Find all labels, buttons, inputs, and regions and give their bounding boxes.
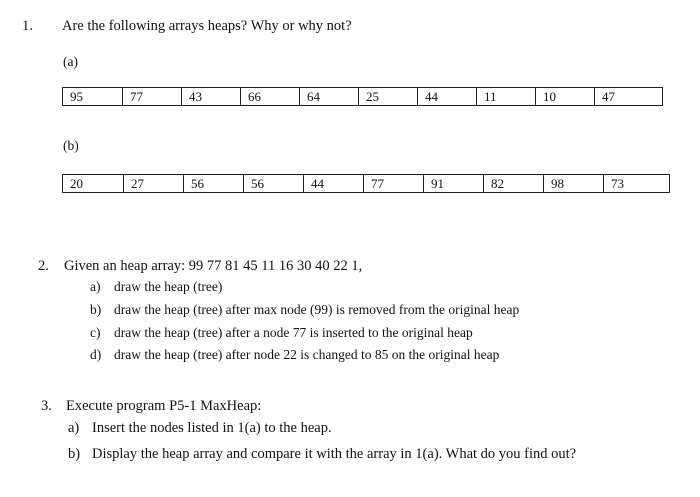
question-2c-marker: c)	[90, 325, 101, 340]
question-3a-marker: a)	[68, 420, 80, 436]
array-b-cell: 20	[70, 176, 83, 191]
question-2a-text: draw the heap (tree)	[114, 279, 223, 294]
array-b-cell: 98	[543, 175, 603, 192]
array-b-cell: 56	[183, 175, 243, 192]
question-2b-marker: b)	[90, 302, 102, 317]
question-3-text: Execute program P5-1 MaxHeap:	[66, 398, 262, 414]
array-a-cell: 64	[299, 88, 358, 105]
question-2d-marker: d)	[90, 347, 102, 362]
question-2a-marker: a)	[90, 279, 101, 294]
array-b-cell: 82	[483, 175, 543, 192]
question-3b-marker: b)	[68, 446, 81, 462]
array-a-cell: 47	[594, 88, 662, 105]
array-b-cell: 91	[423, 175, 483, 192]
array-a-cell: 43	[181, 88, 240, 105]
question-1a-label: (a)	[63, 54, 78, 69]
array-b-cell: 56	[243, 175, 303, 192]
question-1-number: 1.	[22, 18, 33, 34]
question-2c-text: draw the heap (tree) after a node 77 is inserted to the original heap	[114, 325, 473, 340]
question-2-text: Given an heap array: 99 77 81 45 11 16 30 40 22 1,	[64, 258, 363, 274]
array-b	[62, 174, 670, 193]
array-a-cell: 77	[122, 88, 181, 105]
array-a	[62, 87, 663, 106]
array-a-cell: 11	[476, 88, 535, 105]
array-b-cell: 27	[123, 175, 183, 192]
question-3-number: 3.	[41, 398, 52, 414]
question-3a-text: Insert the nodes listed in 1(a) to the heap.	[92, 420, 332, 436]
array-b-cell: 73	[603, 175, 669, 192]
question-1-text: Are the following arrays heaps? Why or why not?	[62, 18, 352, 34]
question-2d-text: draw the heap (tree) after node 22 is changed to 85 on the original heap	[114, 347, 500, 362]
array-b-cell: 77	[363, 175, 423, 192]
question-2-number: 2.	[38, 258, 49, 274]
array-a-cell: 44	[417, 88, 476, 105]
question-2b-text: draw the heap (tree) after max node (99) is removed from the original heap	[114, 302, 520, 317]
question-1b-label: (b)	[63, 138, 79, 153]
array-a-cell: 95	[70, 89, 83, 104]
array-a-cell: 66	[240, 88, 299, 105]
array-a-cell: 25	[358, 88, 417, 105]
array-b-cell: 44	[303, 175, 363, 192]
question-3b-text: Display the heap array and compare it with the array in 1(a). What do you find out?	[92, 446, 577, 462]
array-a-cell: 10	[535, 88, 594, 105]
